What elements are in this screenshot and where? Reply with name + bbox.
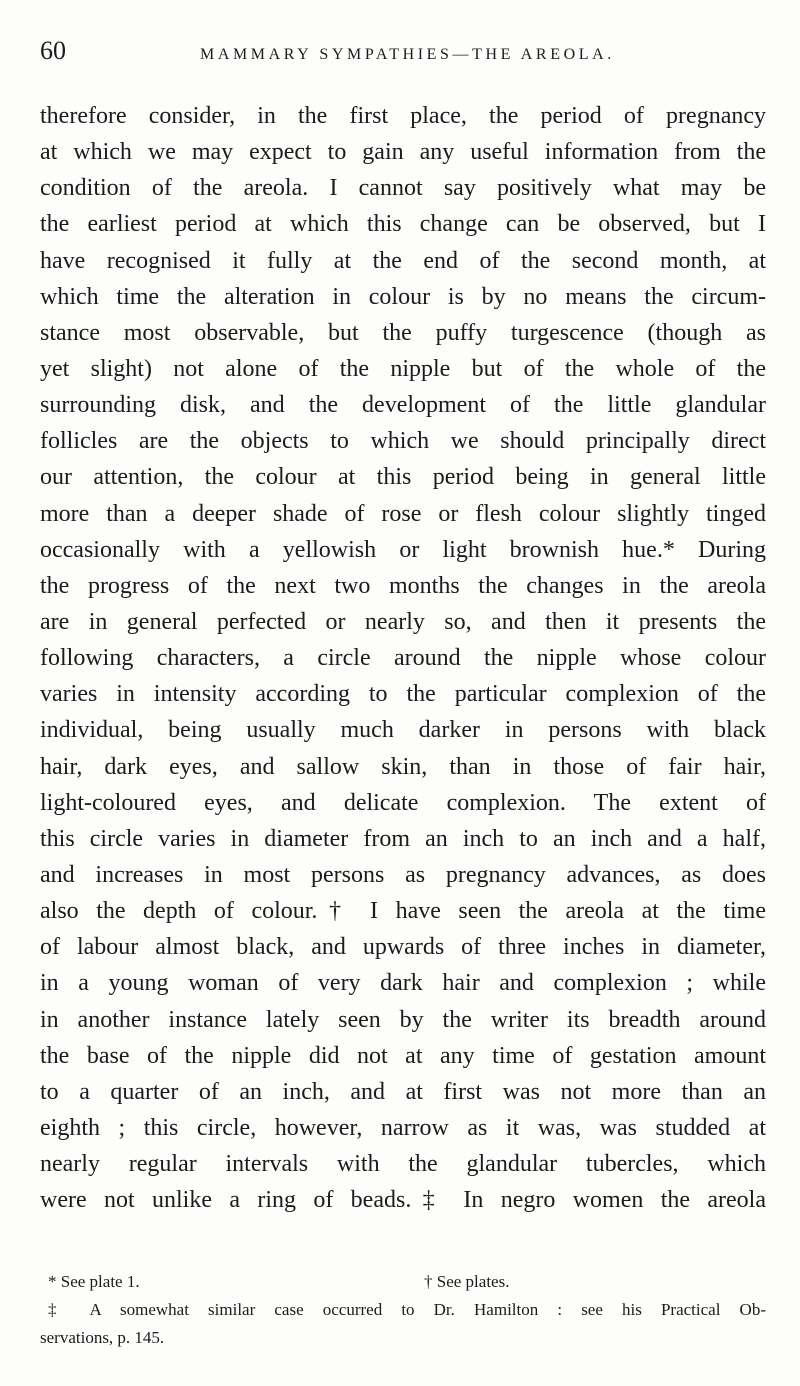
text-line: therefore consider, in the first place, the period of pregnancy <box>40 103 766 129</box>
text-line: the earliest period at which this change can be observed, but I <box>40 211 766 238</box>
text-line: this circle varies in diameter from an inch to an inch and a half, <box>40 825 766 852</box>
text-line: of labour almost black, and upwards of three inches in diameter, <box>40 934 766 961</box>
footnotes <box>40 1268 766 1352</box>
footnote-hamilton-continued: servations, p. 145. <box>40 1328 165 1347</box>
text-line: our attention, the colour at this period being in general little <box>40 464 766 491</box>
running-head: MAMMARY SYMPATHIES—THE AREOLA. <box>200 46 615 63</box>
text-line: follicles are the objects to which we should principally direct <box>40 428 766 455</box>
text-line: condition of the areola. I cannot say positively what may be <box>40 175 766 202</box>
text-line: following characters, a circle around the nipple whose colour <box>40 645 766 672</box>
text-line: at which we may expect to gain any useful information from the <box>40 139 766 166</box>
footnote-plates: † See plates. <box>424 1272 510 1291</box>
body-text <box>40 98 766 1218</box>
page-header <box>40 36 760 76</box>
text-line: occasionally with a yellowish or light brownish hue.* During <box>40 536 766 563</box>
text-line: in another instance lately seen by the writer its breadth around <box>40 1006 766 1033</box>
text-line: light-coloured eyes, and delicate complexion. The extent of <box>40 789 766 816</box>
page-number: 60 <box>40 36 66 65</box>
text-line: also the depth of colour.† I have seen the areola at the time <box>40 898 766 925</box>
text-line: were not unlike a ring of beads.‡ In negro women the areola <box>40 1187 766 1214</box>
text-line: are in general perfected or nearly so, and then it presents the <box>40 608 766 635</box>
text-line: surrounding disk, and the development of the little glandular <box>40 392 766 419</box>
text-line: individual, being usually much darker in persons with black <box>40 717 766 744</box>
text-line: nearly regular intervals with the glandular tubercles, which <box>40 1151 766 1178</box>
text-line: more than a deeper shade of rose or flesh colour slightly tinged <box>40 500 766 527</box>
text-line: varies in intensity according to the particular complexion of the <box>40 681 766 708</box>
text-line: to a quarter of an inch, and at first was not more than an <box>40 1078 766 1105</box>
text-line: eighth ; this circle, however, narrow as it was, was studded at <box>40 1114 766 1141</box>
text-line: and increases in most persons as pregnancy advances, as does <box>40 861 766 888</box>
text-line: in a young woman of very dark hair and complexion ; while <box>40 970 766 997</box>
footnote-hamilton: ‡ A somewhat similar case occurred to Dr. Hamilton : see his Practical Ob- <box>48 1300 766 1319</box>
text-line: stance most observable, but the puffy turgescence (though as <box>40 319 766 346</box>
text-line: yet slight) not alone of the nipple but of the whole of the <box>40 355 766 382</box>
footnote-plate-1: * See plate 1. <box>48 1272 140 1291</box>
text-line: which time the alteration in colour is by no means the circum- <box>40 283 766 310</box>
footnote-row <box>40 1268 766 1296</box>
text-line: hair, dark eyes, and sallow skin, than in those of fair hair, <box>40 753 766 780</box>
text-line: the progress of the next two months the changes in the areola <box>40 572 766 599</box>
text-line: have recognised it fully at the end of the second month, at <box>40 247 766 274</box>
text-line: the base of the nipple did not at any time of gestation amount <box>40 1042 766 1069</box>
